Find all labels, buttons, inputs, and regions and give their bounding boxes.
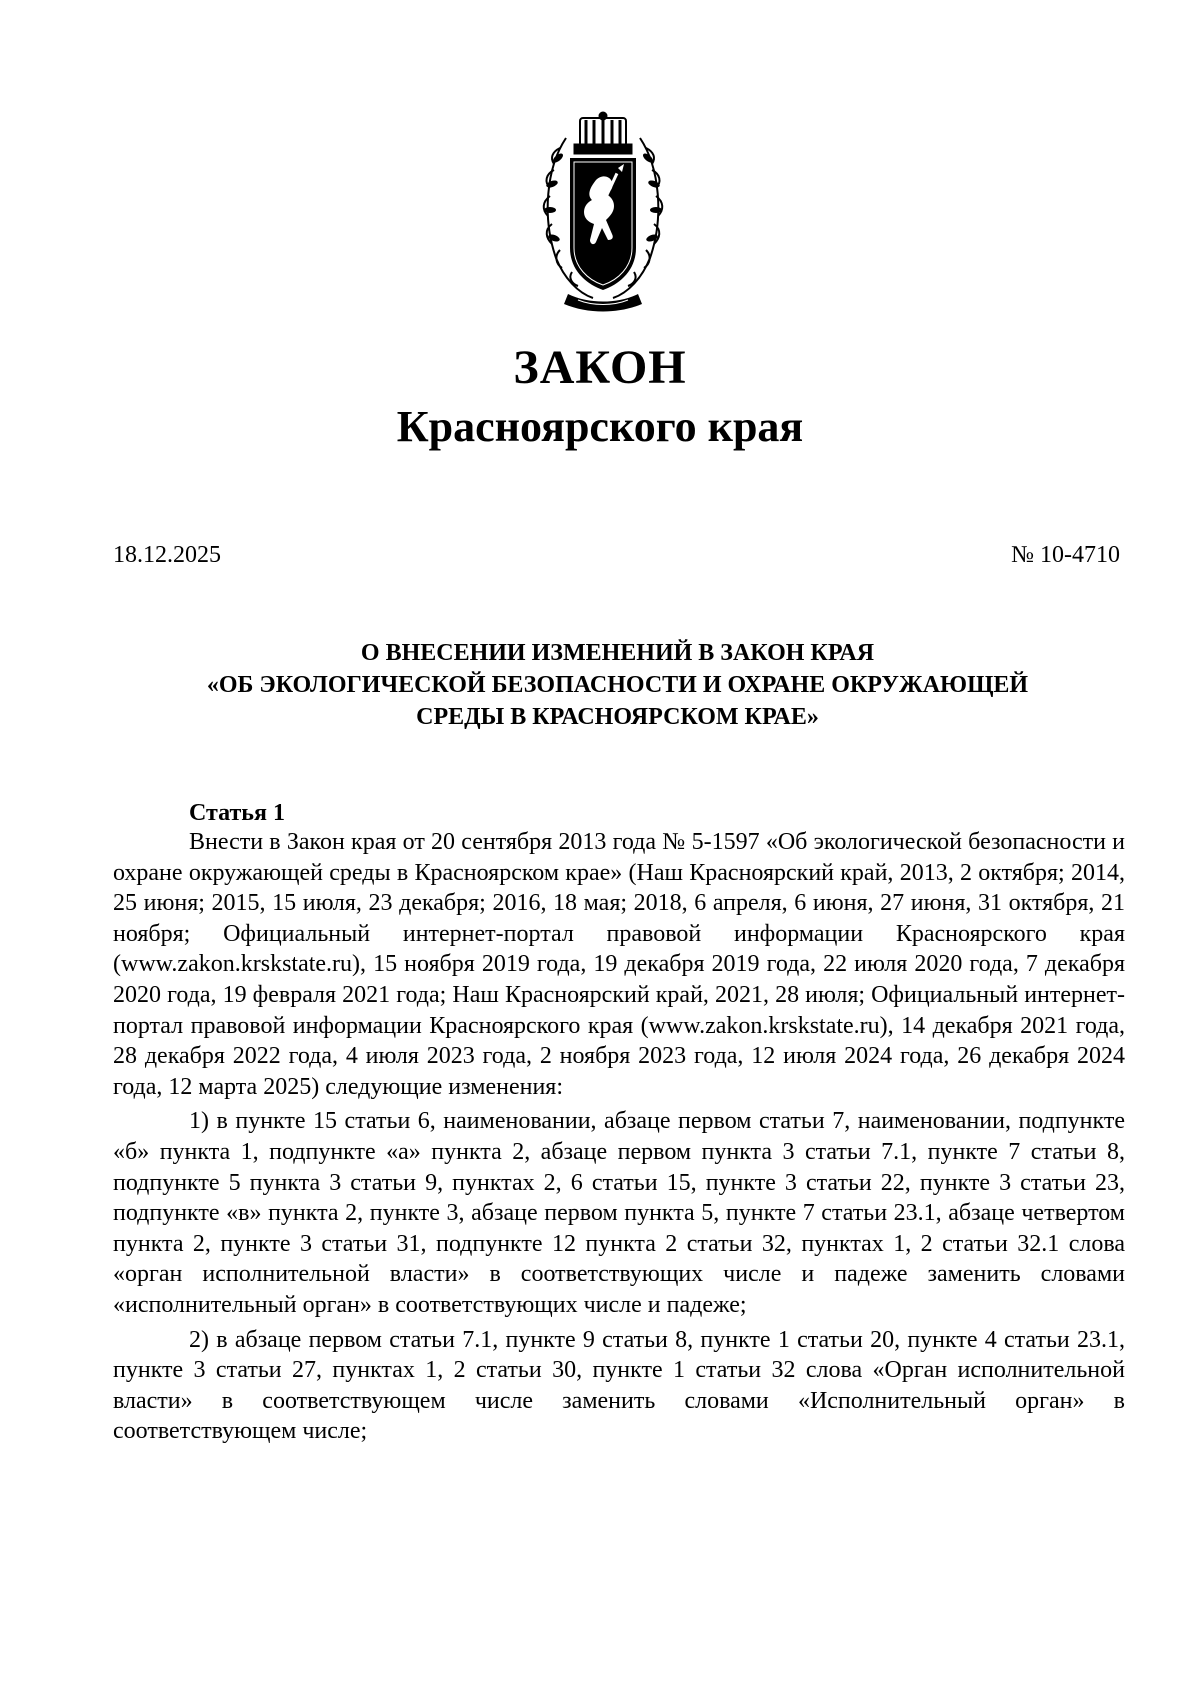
law-subtitle: Красноярского края — [396, 402, 804, 451]
law-heading-line: О ВНЕСЕНИИ ИЗМЕНЕНИЙ В ЗАКОН КРАЯ — [360, 640, 875, 666]
article-title: Статья 1 — [189, 800, 285, 826]
law-heading — [110, 637, 1125, 733]
article-body — [113, 827, 1125, 1451]
article-paragraph: 1) в пункте 15 статьи 6, наименовании, абзаце первом статьи 7, наименовании, подпункте «б» пункта 1, подпункте «а» пункта 2, абзаце первом пункта 3 статьи 7.1, пункте 7 статьи 8, подпункте 5 пункта 3 статьи 9, пунктах 2, 6 статьи 15, пункте 3 статьи 22, пункте 3 статьи 23, подпункте «в» пункта 2, пункте 3, абзаце первом пункта 5, пункте 7 статьи 23.1, абзаце четвертом пункта 2, пункте 3 статьи 31, подпункте 12 пункта 2 статьи 32, пунктах 1, 2 статьи 32.1 слова «орган исполнительной власти» в соответствующих числе и падеже заменить словами «исполнительный орган» в соответствующих числе и падеже; — [113, 1108, 1125, 1318]
law-title: ЗАКОН — [513, 341, 687, 394]
law-heading-line: «ОБ ЭКОЛОГИЧЕСКОЙ БЕЗОПАСНОСТИ И ОХРАНЕ ОКРУЖАЮЩЕЙ — [206, 672, 1029, 698]
law-date: 18.12.2025 — [113, 542, 221, 568]
krasnoyarsk-coat-of-arms-icon — [538, 108, 668, 318]
law-heading-line: СРЕДЫ В КРАСНОЯРСКОМ КРАЕ» — [416, 704, 819, 730]
law-number: № 10-4710 — [1011, 542, 1120, 568]
article-paragraph: 2) в абзаце первом статьи 7.1, пункте 9 статьи 8, пункте 1 статьи 20, пункте 4 статьи 23.1, пункте 3 статьи 27, пунктах 1, 2 статьи 30, пункте 1 статьи 32 слова «Орган исполнительной власти» в соответствующем числе заменить словами «Исполнительный орган» в соответствующем числе; — [113, 1326, 1125, 1445]
article-paragraph: Внести в Закон края от 20 сентября 2013 года № 5-1597 «Об экологической безопасности и охране окружающей среды в Красноярском крае» (Наш Красноярский край, 2013, 2 октября; 2014, 25 июня; 2015, 15 июля, 23 декабря; 2016, 18 мая; 2018, 6 апреля, 6 июня, 27 июня, 31 октября, 21 ноября; Официальный интернет-портал правовой информации Красноярского края (www.zakon.krskstate.ru), 15 ноября 2019 года, 19 декабря 2019 года, 22 июля 2020 года, 7 декабря 2020 года, 19 февраля 2021 года; Наш Красноярский край, 2021, 28 июля; Официальный интернет-портал правовой информации Красноярского края (www.zakon.krskstate.ru), 14 декабря 2021 года, 28 декабря 2022 года, 4 июля 2023 года, 2 ноября 2023 года, 12 июля 2024 года, 26 декабря 2024 года, 12 марта 2025) следующие изменения: — [113, 829, 1125, 1100]
